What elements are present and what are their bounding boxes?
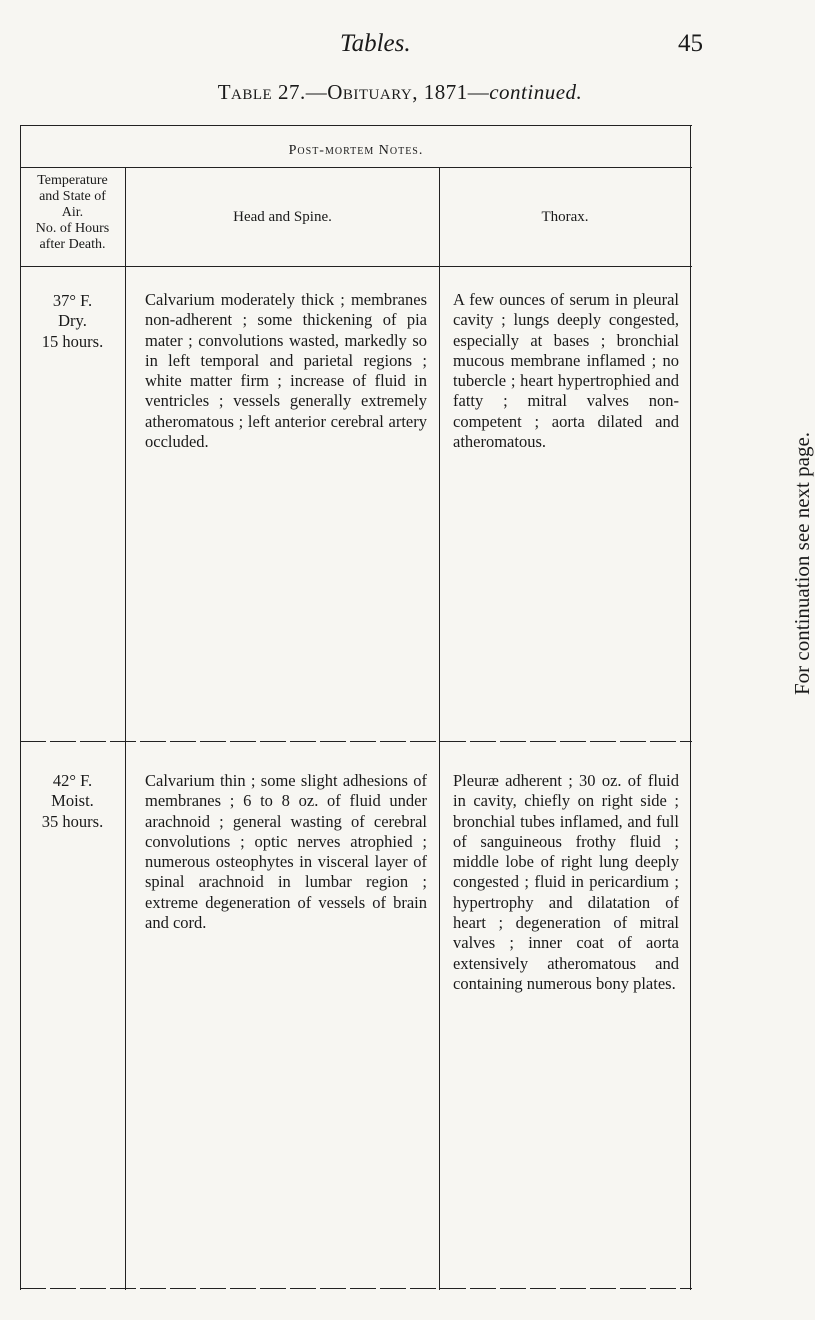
row-1-temperature: 37° F.	[52, 291, 93, 310]
row-1-head-spine: Calvarium moderately thick ; membranes non-adherent ; some thickening of pia mater ; convolutions wasted, markedly so in left temporal and parietal regions ; white matter firm ; increase of fluid in ventricles ; vessels generally extremely atheromatous ; left anterior cerebral artery occluded.	[145, 290, 427, 452]
column-head-thorax: Thorax.	[541, 209, 589, 225]
column-head-line: Air.	[61, 205, 84, 220]
running-head	[0, 30, 800, 70]
row-1-condition	[20, 291, 125, 352]
running-title: Tables.	[340, 30, 411, 57]
column-head-condition	[20, 173, 125, 253]
rule-right	[690, 125, 691, 1290]
page-number: 45	[678, 30, 703, 57]
column-head-line: after Death.	[39, 237, 106, 252]
rule-under-column-heads	[20, 266, 692, 267]
row-1-thorax: A few ounces of serum in pleural cavity ; lungs deeply congested, especially at bases ; bronchial mucous membrane inflamed ; no tubercle ; heart hypertrophied and fatty ; mitral valves non-competent ; aorta dilated and atheromatous.	[453, 290, 679, 452]
rule-top	[20, 125, 692, 126]
rule-col-1	[125, 167, 126, 1290]
table-caption-continued: continued.	[489, 80, 583, 104]
post-mortem-table	[20, 125, 692, 1295]
rule-col-2	[439, 167, 440, 1290]
row-2-air: Moist.	[51, 791, 94, 811]
row-2-thorax: Pleuræ adherent ; 30 oz. of fluid in cavity, chiefly on right side ; bronchial tubes inflamed, and full of sanguineous frothy fluid ; middle lobe of right lung deeply congested ; fluid in pericardium ; hypertrophy and dilatation of heart ; degeneration of mitral valves ; inner coat of aorta extensively atheromatous and containing numerous bony plates.	[453, 771, 679, 993]
column-head-line: and State of	[39, 189, 106, 204]
section-title: Post-mortem Notes.	[288, 143, 424, 158]
table-caption-label: Table 27.—Obituary, 1871—	[217, 80, 490, 104]
column-head-line: No. of Hours	[35, 221, 110, 236]
row-2-temperature: 42° F.	[52, 771, 93, 790]
row-1-air: Dry.	[58, 311, 87, 331]
column-head-line: Temperature	[37, 173, 108, 188]
row-2-hours: 35 hours.	[41, 811, 104, 831]
rule-between-rows	[20, 741, 692, 742]
row-2-head-spine: Calvarium thin ; some slight adhesions of membranes ; 6 to 8 oz. of fluid under arachnoid ; general wasting of cerebral convolutions ; optic nerves atrophied ; numerous osteophytes in visceral layer of spinal arachnoid in lumbar region ; extreme degeneration of vessels of brain and cord.	[145, 771, 427, 933]
table-caption	[0, 80, 800, 105]
continuation-note: For continuation see next page.	[790, 431, 814, 695]
row-1-hours: 15 hours.	[41, 331, 104, 351]
column-head-head-spine: Head and Spine.	[233, 209, 332, 225]
row-2-condition	[20, 771, 125, 832]
rule-under-section-title	[20, 167, 692, 168]
rule-bottom	[20, 1288, 692, 1289]
